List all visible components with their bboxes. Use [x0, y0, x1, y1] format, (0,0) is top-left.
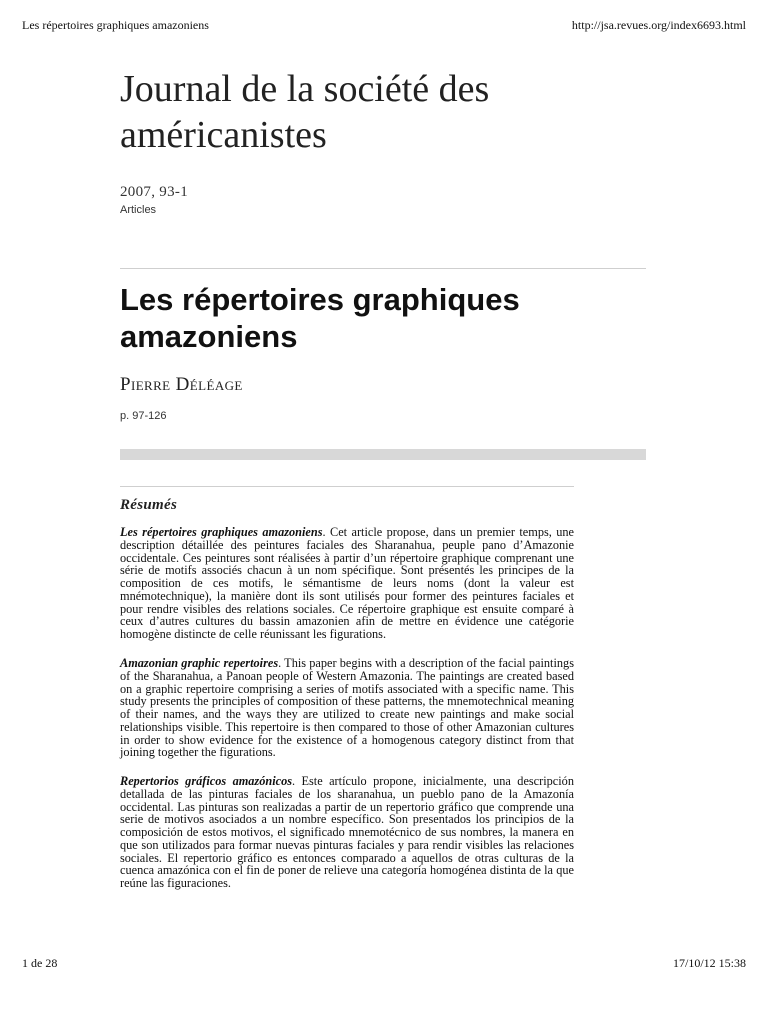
- print-timestamp: 17/10/12 15:38: [672, 956, 746, 970]
- abstract-dot: .: [278, 656, 282, 670]
- resumes-heading: Résumés: [120, 497, 178, 513]
- print-header-title: Les répertoires graphiques amazoniens: [22, 18, 209, 32]
- print-header-url[interactable]: http://jsa.revues.org/index6693.html: [571, 18, 746, 32]
- abstract-text: Cet article propose, dans un premier temps, une description détaillée des peintures faciales des Sharanahua, peuple pano d’Amazonie occidentale. Ces peintures sont réalisées à partir d’un répertoire graphique comprenant une série de motifs associés chacun à un nom spécifique. Sont présentés les principes de la composition de ces motifs, le sémantisme de leurs noms (dont la valeur est mnémotechnique), la manière dont ils sont utilisés pour former des peintures faciales et pour rendre visibles des relations sociales. Ce répertoire graphique est ensuite comparé à ceux d’autres cultures du bassin amazonien afin de mettre en évidence une catégorie homogène distincte de celle réunissant les figurations.: [120, 525, 575, 641]
- journal-title[interactable]: Journal de la société des américanistes: [120, 68, 490, 156]
- divider: [120, 486, 574, 487]
- issue-number[interactable]: 2007, 93-1: [120, 184, 188, 200]
- page-range: p. 97-126: [120, 410, 167, 422]
- abstract-dot: .: [322, 525, 326, 539]
- abstract-text: This paper begins with a description of the facial paintings of the Sharanahua, a Panoan people of Western Amazonia. The paintings are created based on a graphic repertoire comprising a series of motifs associated with a specific name. This study presents the principles of composition of these patterns, the mnemotechnical meaning of their names, and the ways they are utilized to create new paintings and make social relationships visible. This repertoire is then compared to those of other Amazonian cultures in order to show evidence for the existence of a homogenous category distinct from that joining together the figurations.: [120, 656, 574, 760]
- article-author[interactable]: Pierre Déléage: [120, 374, 243, 395]
- divider: [120, 268, 646, 269]
- article-toolbar-bar: [120, 449, 646, 460]
- abstract-english: [120, 657, 574, 759]
- abstract-title: Amazonian graphic repertoires: [120, 656, 279, 670]
- page-counter: 1 de 28: [22, 956, 58, 970]
- abstract-dot: .: [292, 774, 296, 788]
- abstract-title: Repertorios gráficos amazónicos: [120, 774, 293, 788]
- abstract-text: Este artículo propone, inicialmente, una descripción detallada de las pinturas faciales de los sharanahua, un pueblo pano de la Amazonía occidental. Las pinturas son realizadas a partir de un repertorio gráfico que comprende una serie de motivos asociados a un nombre específico. Son presentados los principios de la composición de estos motivos, el significado mnemotécnico de sus nombres, la manera en que son utilizados para formar nuevas pinturas faciales y para rendir visibles las relaciones sociales. El repertorio gráfico es entonces comparado a aquellos de otras culturas de la cuenca amazónica con el fin de poner de relieve una categoría homogénea distinta de la que reúne las figuraciones.: [120, 774, 574, 890]
- section-label[interactable]: Articles: [120, 204, 157, 216]
- print-header: [22, 18, 746, 34]
- article-title: Les répertoires graphiques amazoniens: [120, 282, 520, 354]
- abstract-title: Les répertoires graphiques amazoniens: [120, 525, 323, 539]
- print-footer: [22, 956, 746, 972]
- abstract-spanish: [120, 775, 574, 890]
- abstract-french: [120, 526, 574, 641]
